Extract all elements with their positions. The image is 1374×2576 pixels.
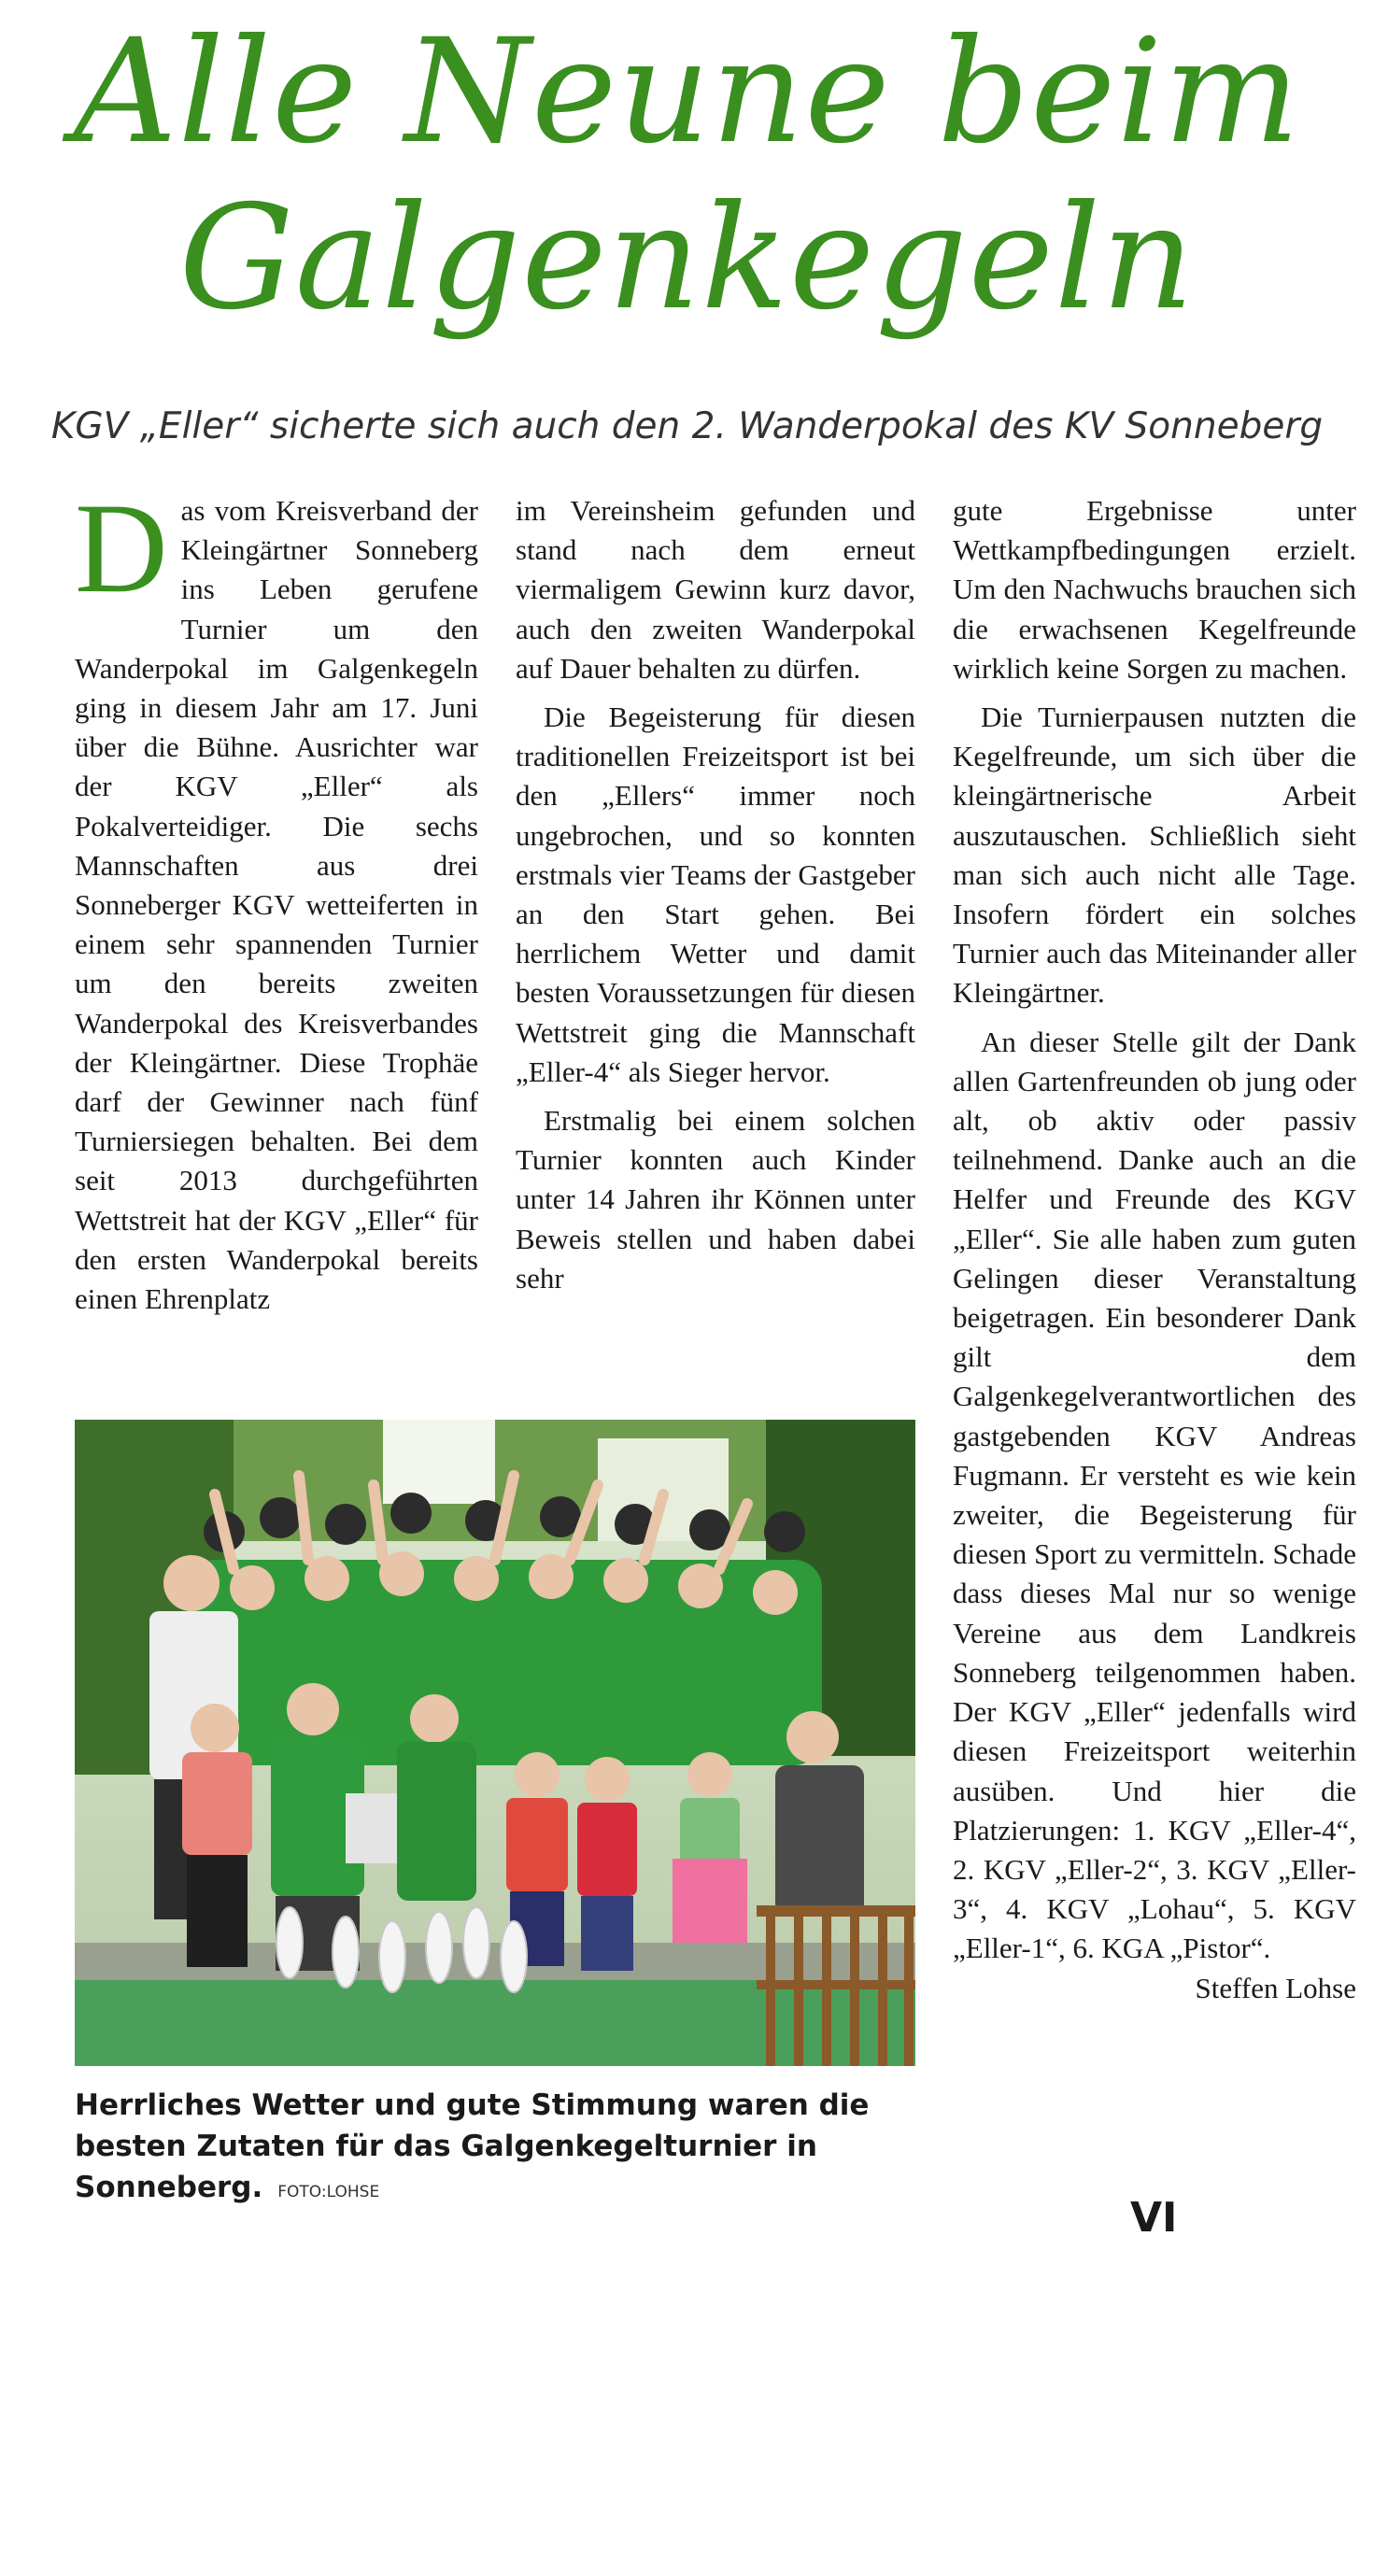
article-paragraph: Die Begeisterung für diesen traditionellen Freizeitsport ist bei den „Ellers“ immer noch ungebrochen, und so konnten erstmals vier Teams der Gastgeber an den Start gehen. Bei herrlichem Wetter und damit besten Voraussetzungen für diesen Wettstreit ging die Mannschaft „Eller-4“ als Sieger hervor. (516, 701, 915, 1088)
photo-credit: FOTO:LOHSE (277, 2183, 380, 2201)
article-paragraph: Erstmalig bei einem solchen Turnier konnten auch Kinder unter 14 Jahren ihr Können unter Beweis stellen und haben dabei sehr (516, 1104, 915, 1295)
paragraph-text: An dieser Stelle gilt der Dank allen Gartenfreunden ob jung oder alt, ob aktiv oder passiv teilnehmend. Danke auch an die Helfer und Freunde des KGV „Eller“. Sie alle haben zum guten Gelingen dieser Veranstaltung beigetragen. Ein besonderer Dank gilt dem Galgenkegelverantwortlichen des gastgebenden KGV Andreas Fugmann. Er versteht es wie kein zweiter, die Begeisterung für diesen Sport zu vermitteln. Schade dass dieses Mal nur so wenige Vereine aus dem Landkreis Sonneberg teilgenommen haben. Der KGV „Eller“ jedenfalls wird diesen Freizeitsport weiterhin ausüben. Und hier die Platzierungen: 1. KGV „Eller-4“, 2. KGV „Eller-2“, 3. KGV „Eller-3“, 4. KGV „Lohau“, 5. KGV „Eller-1“, 6. KGA „Pistor“. (953, 1025, 1356, 1965)
author-name: Steffen Lohse (1195, 1971, 1356, 2004)
caption-text: Herrliches Wetter und gute Stimmung waren die besten Zutaten für das Galgenkegelturnier in Sonneberg. (75, 2088, 870, 2204)
group-photo (75, 1420, 915, 2066)
article-paragraph: im Vereinsheim gefunden und stand nach dem erneut viermaligem Gewinn kurz davor, auch den zweiten Wanderpokal auf Dauer behalten zu dürfen. (516, 494, 915, 685)
headline-line-2: Galgenkegeln (178, 175, 1196, 342)
group-photo-illustration (75, 1420, 915, 2066)
headline (0, 9, 1374, 342)
page-number: VI (1130, 2194, 1178, 2242)
paragraph-text: as vom Kreisverband der Kleingärtner Sonneberg ins Leben gerufene Turnier um den Wanderpokal im Galgenkegeln ging in diesem Jahr am 17. Juni über die Bühne. Ausrichter war der KGV „Eller“ als Pokalverteidiger. Die sechs Mannschaften aus drei Sonneberger KGV wetteiferten in einem sehr spannenden Turnier um den bereits zweiten Wanderpokal des Kreisverbandes der Kleingärtner. Diese Trophäe darf der Gewinner nach fünf Turniersiegen behalten. Bei dem seit 2013 durchgeführten Wettstreit hat der KGV „Eller“ für den ersten Wanderpokal bereits einen Ehrenplatz (75, 494, 478, 1316)
subheadline: KGV „Eller“ sicherte sich auch den 2. Wanderpokal des KV Sonneberg (50, 405, 1324, 447)
article-paragraph: Die Turnierpausen nutzten die Kegelfreunde, um sich über die kleingärtnerische Arbeit auszutauschen. Schließlich sieht man sich auch nicht alle Tage. Insofern fördert ein solches Turnier auch das Miteinander aller Kleingärtner. (953, 701, 1356, 1010)
article-paragraph: gute Ergebnisse unter Wettkampfbedingungen erzielt. Um den Nachwuchs brauchen sich die erwachsenen Kegelfreunde wirklich keine Sorgen zu machen. (953, 494, 1356, 685)
article-column-1 (75, 476, 478, 1319)
article-column-3 (953, 491, 1356, 2008)
article-column-2 (516, 491, 915, 1298)
article-paragraph (75, 476, 478, 1319)
article-paragraph (953, 1023, 1356, 2004)
photo-caption (75, 2085, 925, 2213)
drop-cap: D (75, 476, 168, 619)
headline-line-1: Alle Neune beim (73, 8, 1301, 176)
